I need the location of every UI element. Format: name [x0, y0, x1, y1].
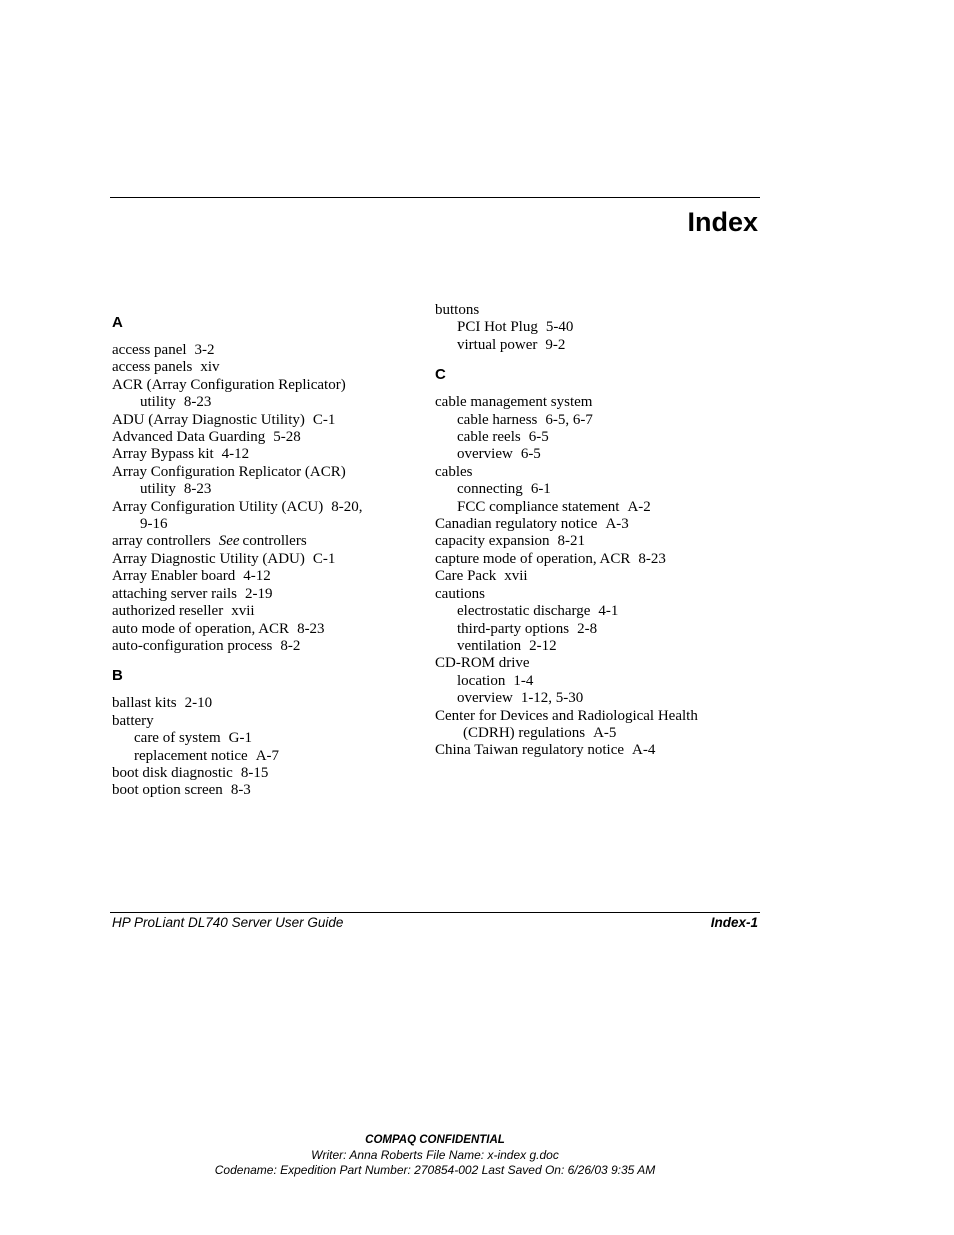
index-term: PCI Hot Plug: [457, 319, 538, 336]
index-term: China Taiwan regulatory notice: [435, 742, 625, 759]
index-entry: [112, 377, 412, 394]
index-entry: [112, 516, 412, 533]
index-term: ventilation: [457, 637, 522, 654]
index-entry: [112, 748, 412, 765]
index-term: Array Configuration Replicator (ACR): [112, 463, 346, 480]
index-term: authorized reseller: [112, 603, 224, 620]
page-reference: A-7: [255, 747, 280, 764]
index-term: array controllers: [112, 533, 211, 550]
index-column-left: [112, 302, 412, 800]
index-entry: [435, 655, 755, 672]
page-reference: 2-19: [244, 585, 273, 602]
index-term: Canadian regulatory notice: [435, 516, 598, 533]
page-reference: 2-12: [529, 637, 557, 654]
index-term: utility: [140, 481, 176, 498]
page-reference: 9-16: [140, 516, 168, 533]
index-entry: [435, 708, 755, 725]
index-entry: [435, 568, 755, 585]
page-reference: 9-2: [545, 336, 566, 353]
page-reference: 6-5, 6-7: [545, 411, 593, 428]
index-term: cable harness: [457, 411, 538, 428]
index-term: (CDRH) regulations: [463, 724, 586, 741]
page-reference: 8-15: [240, 764, 269, 781]
index-term: overview: [457, 446, 513, 463]
index-entry: [112, 499, 412, 516]
page-reference: xvii: [504, 568, 528, 585]
index-entry: [112, 695, 412, 712]
page-reference: 2-8: [577, 620, 598, 637]
index-entry: [112, 730, 412, 747]
index-term: cable reels: [457, 429, 521, 446]
page-reference: 4-12: [243, 568, 271, 585]
page-reference: 5-28: [273, 429, 301, 446]
index-entry: [435, 319, 755, 336]
index-entry: [112, 359, 412, 376]
page-reference: 6-5: [528, 429, 549, 446]
index-entry: [112, 765, 412, 782]
index-term: auto mode of operation, ACR: [112, 620, 290, 637]
index-entry: [435, 586, 755, 603]
index-entry: [112, 603, 412, 620]
page-reference: 1-4: [513, 672, 534, 689]
index-term: ballast kits: [112, 695, 177, 712]
page-reference: 8-20,: [331, 498, 363, 515]
index-term: Advanced Data Guarding: [112, 429, 266, 446]
index-entry: [435, 464, 755, 481]
page-reference: xvii: [231, 603, 255, 620]
index-entry: [112, 638, 412, 655]
index-term: auto-configuration process: [112, 637, 273, 654]
index-entry: [435, 725, 755, 742]
page-reference: xiv: [200, 359, 220, 376]
confidential-title: COMPAQ CONFIDENTIAL: [365, 1134, 505, 1146]
index-term: attaching server rails: [112, 585, 237, 602]
index-term: ACR (Array Configuration Replicator): [112, 376, 346, 393]
page-reference: 8-23: [183, 394, 212, 411]
index-entry: [112, 621, 412, 638]
section-letter: A: [112, 314, 123, 331]
index-term: capture mode of operation, ACR: [435, 550, 631, 567]
index-column-right: [435, 302, 755, 760]
index-entry: [435, 302, 755, 319]
page-reference: A-5: [593, 724, 617, 741]
index-entry: [435, 481, 755, 498]
index-entry: [435, 673, 755, 690]
page-reference: C-1: [312, 411, 336, 428]
page-reference: controllers: [242, 533, 307, 550]
index-entry: [435, 551, 755, 568]
index-entry: [112, 342, 412, 359]
page-reference: 3-2: [194, 342, 215, 358]
index-term: cautions: [435, 585, 485, 602]
index-term: CD-ROM drive: [435, 655, 530, 672]
page-reference: 8-2: [280, 637, 301, 654]
index-term: electrostatic discharge: [457, 603, 591, 620]
page-reference: 8-23: [297, 620, 325, 637]
page-reference: 8-3: [230, 782, 251, 799]
index-entry: [435, 429, 755, 446]
index-term: Array Configuration Utility (ACU): [112, 498, 324, 515]
page-reference: 4-12: [221, 446, 250, 463]
index-term: Array Enabler board: [112, 568, 236, 585]
footer-guide-title: HP ProLiant DL740 Server User Guide: [112, 915, 344, 930]
index-entry: [112, 412, 412, 429]
page-reference: 2-10: [184, 695, 213, 712]
index-entry: [112, 551, 412, 568]
index-entry: [112, 782, 412, 799]
page-title: Index: [687, 207, 758, 237]
index-term: Array Diagnostic Utility (ADU): [112, 550, 305, 567]
index-term: Array Bypass kit: [112, 446, 214, 463]
page-reference: 1-12, 5-30: [520, 690, 584, 707]
page-reference: A-3: [605, 516, 629, 533]
index-term: ADU (Array Diagnostic Utility): [112, 411, 305, 428]
index-entry: [112, 429, 412, 446]
index-term: replacement notice: [134, 747, 248, 764]
index-entry: [435, 690, 755, 707]
confidential-codename-line: Codename: Expedition Part Number: 270854-002 Last Saved On: 6/26/03 9:35 AM: [214, 1163, 656, 1177]
index-term: overview: [457, 690, 513, 707]
section-letter: C: [435, 366, 446, 384]
index-entry: [112, 533, 412, 550]
index-term: battery: [112, 712, 154, 729]
page-reference: A-4: [632, 742, 656, 759]
index-entry: [435, 533, 755, 550]
see-reference: See: [218, 533, 240, 550]
index-term: boot option screen: [112, 782, 223, 799]
index-entry: [112, 568, 412, 585]
page-reference: C-1: [312, 550, 336, 567]
index-term: Care Pack: [435, 568, 497, 585]
page-reference: 8-23: [183, 481, 212, 498]
index-term: access panel: [112, 342, 187, 358]
index-term: Center for Devices and Radiological Health: [435, 707, 698, 724]
footer-page-number: Index-1: [710, 915, 758, 930]
index-term: care of system: [134, 730, 221, 747]
page-reference: 8-21: [557, 533, 586, 550]
index-entry: [435, 499, 755, 516]
index-term: buttons: [435, 302, 480, 318]
index-term: virtual power: [457, 336, 538, 353]
confidential-writer-line: Writer: Anna Roberts File Name: x-index g.doc: [311, 1148, 559, 1162]
index-entry: [112, 713, 412, 730]
index-term: access panels: [112, 359, 193, 376]
index-entry: [435, 412, 755, 429]
index-term: connecting: [457, 481, 523, 498]
index-term: capacity expansion: [435, 533, 550, 550]
index-term: cables: [435, 463, 473, 480]
page-reference: G-1: [228, 730, 252, 747]
page-reference: 6-5: [520, 446, 541, 463]
index-entry: [435, 638, 755, 655]
index-term: location: [457, 672, 506, 689]
index-term: cable management system: [435, 394, 593, 411]
section-letter: B: [112, 667, 123, 685]
index-entry: [112, 586, 412, 603]
index-entry: [435, 394, 755, 411]
index-entry: [435, 742, 755, 759]
page-reference: 5-40: [545, 319, 574, 336]
index-term: utility: [140, 394, 176, 411]
index-entry: [435, 337, 755, 354]
index-entry: [435, 446, 755, 463]
index-entry: [112, 394, 412, 411]
page-reference: 6-1: [530, 481, 551, 498]
index-entry: [435, 621, 755, 638]
index-term: boot disk diagnostic: [112, 764, 233, 781]
index-entry: [112, 464, 412, 481]
index-entry: [435, 603, 755, 620]
page-reference: 4-1: [598, 603, 619, 620]
header-rule: [110, 197, 760, 198]
index-entry: [112, 446, 412, 463]
confidential-block: [0, 1133, 870, 1178]
index-entry: [435, 516, 755, 533]
footer-rule: [110, 912, 760, 913]
page-reference: A-2: [627, 498, 651, 515]
index-term: FCC compliance statement: [457, 498, 620, 515]
index-term: third-party options: [457, 620, 570, 637]
page-reference: 8-23: [638, 550, 666, 567]
index-entry: [112, 481, 412, 498]
